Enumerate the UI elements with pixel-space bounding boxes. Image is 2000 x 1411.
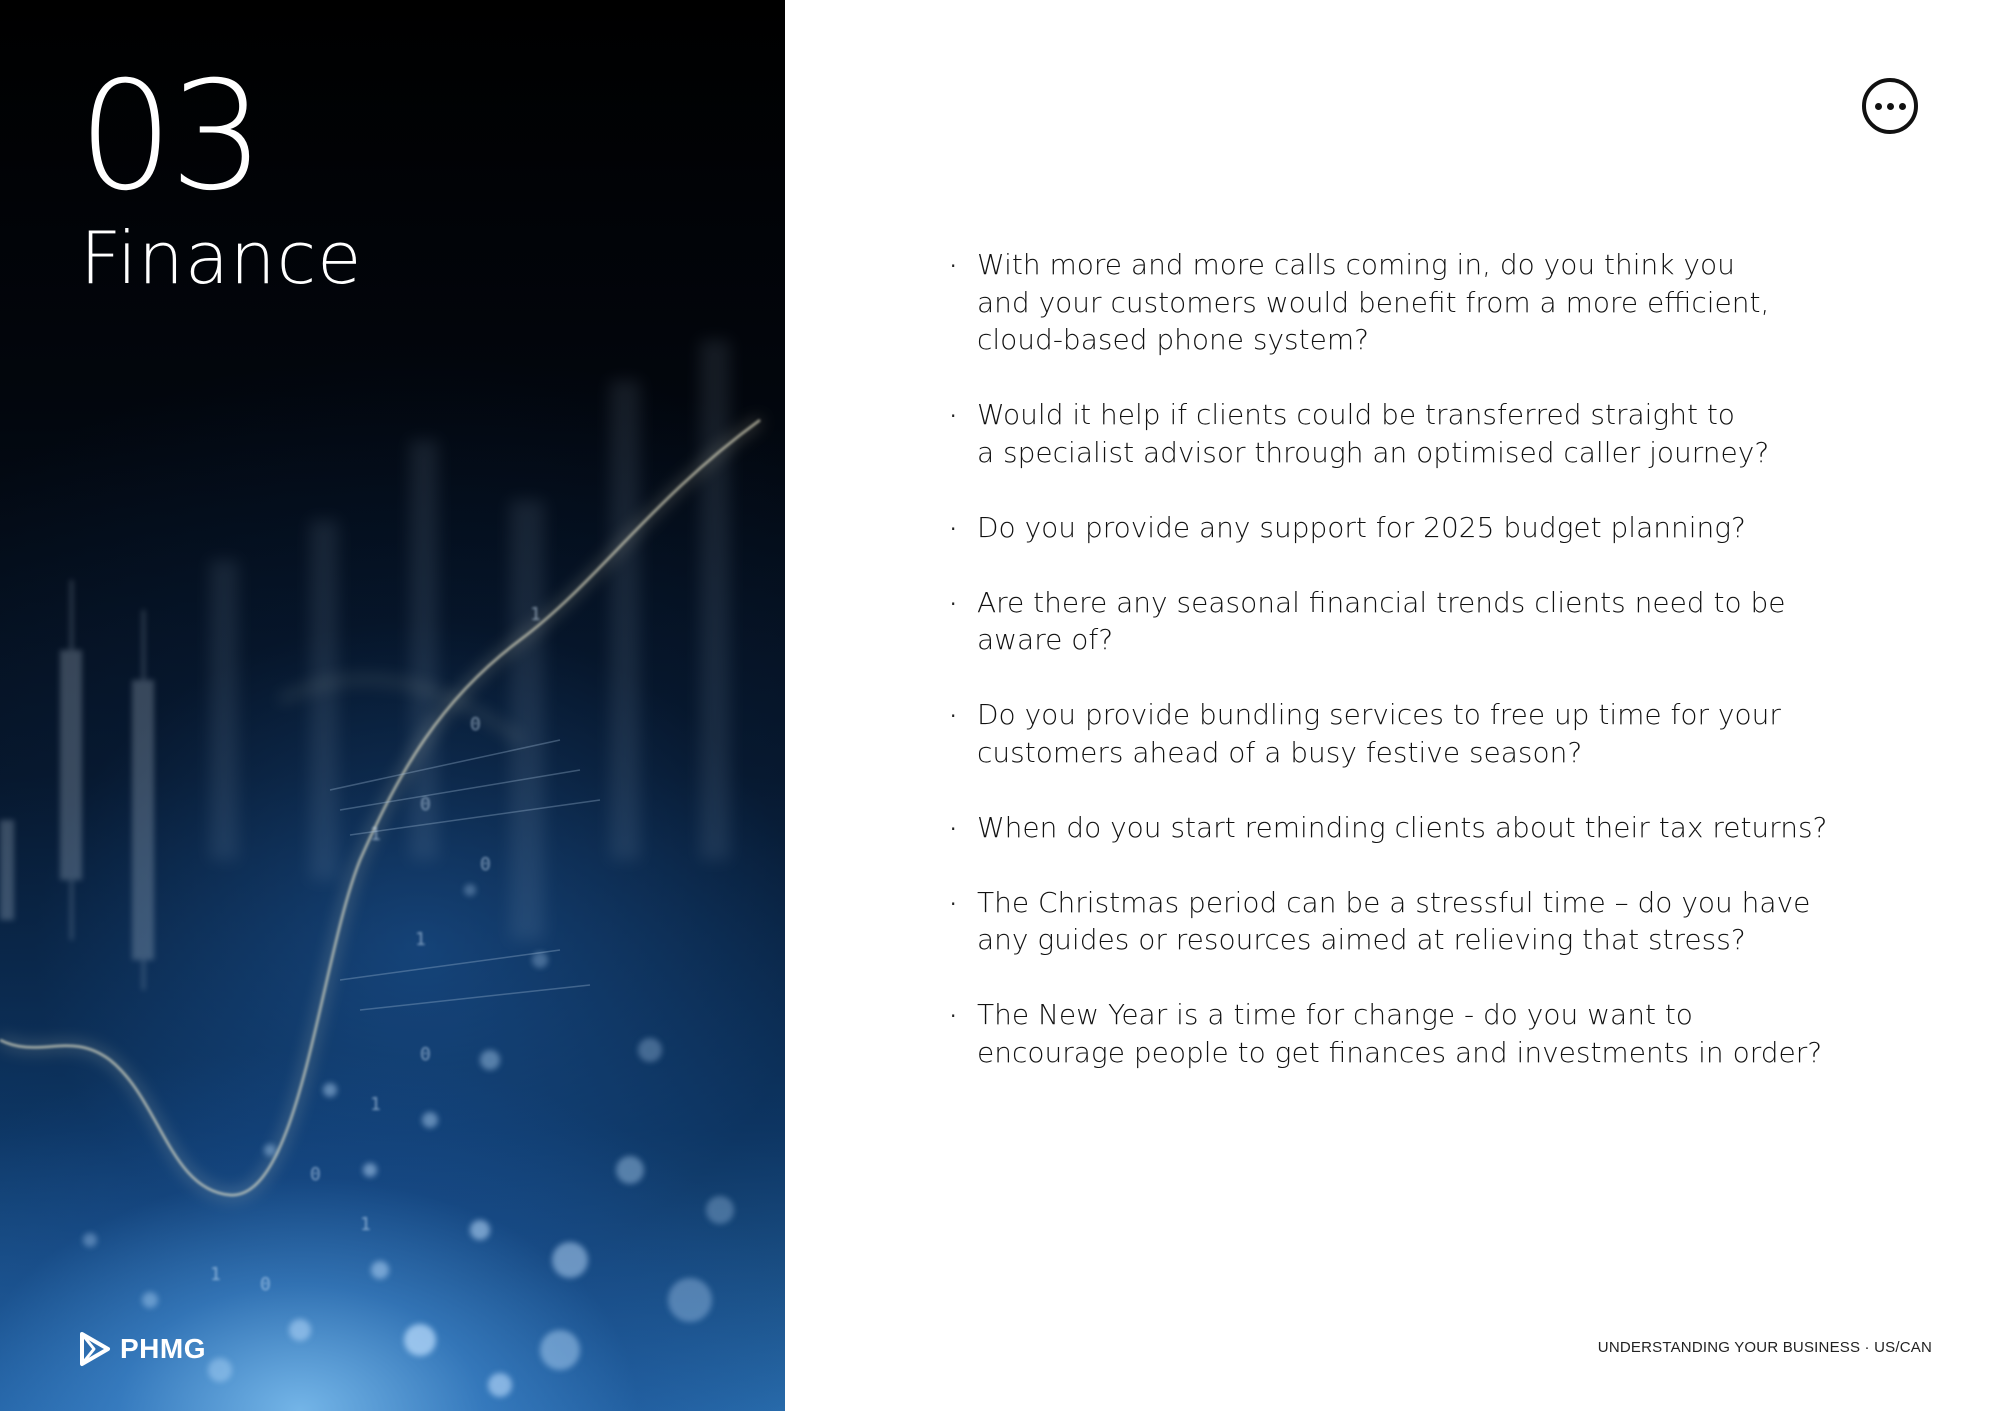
bullet: · [950,516,957,541]
question-line: Would it help if clients could be transferred straight to [977,398,1735,431]
question-line: and your customers would benefit from a more efficient, [977,285,1770,319]
question-list [950,246,1850,1109]
svg-text:1: 1 [370,824,381,845]
list-item [950,996,1850,1071]
question-line: The Christmas period can be a stressful time – do you have [977,885,1811,919]
question-line: encourage people to get finances and investments in order? [977,1035,1823,1069]
question-line: With more and more calls coming in, do you think you [977,248,1735,281]
bullet: · [950,891,957,916]
list-item [950,696,1850,771]
svg-text:0: 0 [420,1044,431,1065]
more-dots-icon [1899,103,1906,110]
svg-text:1: 1 [530,604,541,625]
list-item [950,584,1850,659]
svg-text:0: 0 [420,794,431,815]
question-line: any guides or resources aimed at relieving that stress? [977,923,1746,956]
bullet: · [950,1004,957,1028]
more-dots-icon [1875,103,1882,110]
svg-text:1: 1 [210,1264,221,1285]
svg-text:1: 1 [360,1214,371,1235]
svg-text:0: 0 [470,714,481,735]
list-item [950,884,1850,959]
list-item [950,809,1850,847]
hero-image-panel [0,0,785,1411]
bullet: · [950,591,957,616]
bullet: · [950,254,957,278]
question-line: cloud-based phone system? [977,323,1369,356]
svg-text:1: 1 [415,929,426,950]
svg-text:0: 0 [260,1274,271,1295]
question-line: Do you provide bundling services to free up time for your [977,698,1781,731]
brand-logo-text: PHMG [120,1333,206,1364]
question-line: Do you provide any support for 2025 budget planning? [977,510,1746,544]
bullet: · [950,404,957,428]
question-line: The New Year is a time for change - do you want to [977,998,1693,1031]
footer-label: UNDERSTANDING YOUR BUSINESS · US/CAN [1597,1339,1932,1356]
svg-text:1: 1 [370,1094,381,1115]
list-item [950,509,1850,547]
section-title: Finance [80,216,363,300]
question-line: Are there any seasonal financial trends clients need to be [977,585,1786,619]
brand-logo [78,1330,206,1368]
more-dots-icon [1887,103,1894,110]
section-number: 03 [78,50,261,224]
list-item [950,396,1850,471]
svg-text:0: 0 [310,1164,321,1185]
list-item [950,246,1850,359]
question-line: customers ahead of a busy festive season? [977,735,1583,769]
question-line: When do you start reminding clients about their tax returns? [977,810,1828,844]
bullet: · [950,704,957,728]
svg-text:0: 0 [480,854,491,875]
more-options-button[interactable] [1862,78,1918,134]
bullet: · [950,816,957,841]
play-triangle-icon [78,1331,112,1367]
question-line: a specialist advisor through an optimised caller journey? [977,435,1770,469]
question-line: aware of? [977,623,1114,656]
